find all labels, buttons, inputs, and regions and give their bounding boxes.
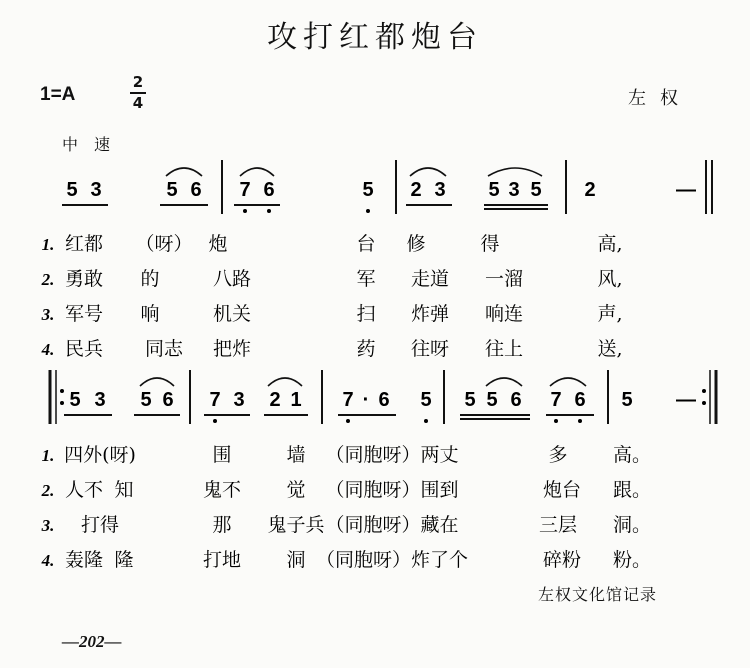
key-signature: 1=A xyxy=(40,84,76,105)
slur xyxy=(486,378,522,386)
lyric-word: 走道 xyxy=(410,268,450,290)
verse-number: 4. xyxy=(41,551,55,570)
note: 6 xyxy=(190,179,202,201)
lyric-word: 打得 xyxy=(80,514,120,536)
lyric-word: 勇敢 xyxy=(64,268,104,290)
lyric-word: 扫 xyxy=(356,303,376,325)
note: 5 xyxy=(69,389,81,411)
lyric-word: 粉。 xyxy=(612,549,652,571)
note: · xyxy=(362,389,370,411)
lyric-word: 鬼子兵 xyxy=(267,514,325,536)
note: 7 xyxy=(209,389,221,411)
page-number: —202— xyxy=(62,632,122,651)
lyric-word: 红都 xyxy=(64,233,104,255)
verse-number: 3. xyxy=(41,305,55,324)
note: 5 xyxy=(486,389,498,411)
slur xyxy=(410,168,446,176)
lyric-word: 洞。 xyxy=(612,514,652,536)
octave-dot xyxy=(578,419,582,423)
octave-dot xyxy=(366,209,370,213)
lyric-word: 隆 xyxy=(114,549,134,571)
verse-number: 1. xyxy=(41,446,55,465)
lyric-word: 高, xyxy=(597,233,623,255)
lyric-word: 风, xyxy=(597,268,623,290)
lyric-word: 同志 xyxy=(144,338,184,360)
octave-dot xyxy=(702,389,706,393)
verse-number: 2. xyxy=(41,481,55,500)
note: 2 xyxy=(584,179,596,201)
lyric-word: 把炸 xyxy=(212,338,252,360)
slur xyxy=(166,168,202,176)
verse-number: 4. xyxy=(41,340,55,359)
note: 6 xyxy=(378,389,390,411)
verse-number: 2. xyxy=(41,270,55,289)
lyric-word: 觉 xyxy=(286,479,306,501)
lyric-word: 送, xyxy=(597,338,623,360)
note: 3 xyxy=(94,389,106,411)
note: 5 xyxy=(420,389,432,411)
lyric-word: 围 xyxy=(212,444,232,466)
note: 7 xyxy=(239,179,251,201)
lyric-word: 炮 xyxy=(208,233,228,255)
note: 6 xyxy=(162,389,174,411)
octave-dot xyxy=(60,401,64,405)
note: 1 xyxy=(290,389,302,411)
note: 7 xyxy=(342,389,354,411)
octave-dot xyxy=(346,419,350,423)
lyric-word: （同胞呀）两丈 xyxy=(325,444,459,466)
note: 5 xyxy=(166,179,178,201)
lyric-word: 知 xyxy=(114,479,134,501)
slur xyxy=(268,378,302,386)
lyric-word: （同胞呀）炸了个 xyxy=(315,549,469,571)
lyric-word: 军号 xyxy=(64,303,104,325)
note: 7 xyxy=(550,389,562,411)
lyric-word: 台 xyxy=(356,233,376,255)
octave-dot xyxy=(702,401,706,405)
lyric-word: 炮台 xyxy=(542,479,582,501)
note: 2 xyxy=(410,179,422,201)
note: — xyxy=(676,389,696,411)
note: 5 xyxy=(530,179,542,201)
lyric-word: （呀） xyxy=(135,233,193,255)
note: 3 xyxy=(434,179,446,201)
lyric-word: 打地 xyxy=(202,549,242,571)
tempo-marking: 中速 xyxy=(62,135,127,154)
lyric-word: 往呀 xyxy=(410,338,450,360)
octave-dot xyxy=(213,419,217,423)
time-signature-bottom: 4 xyxy=(132,94,144,112)
lyric-word: 多 xyxy=(548,444,568,466)
lyric-word: 鬼不 xyxy=(202,479,242,501)
lyric-word: 机关 xyxy=(212,303,252,325)
octave-dot xyxy=(243,209,247,213)
lyric-word: 响 xyxy=(140,303,160,325)
lyric-word: 碎粉 xyxy=(542,549,582,571)
composer: 左权 xyxy=(628,88,692,109)
note: 6 xyxy=(263,179,275,201)
lyric-word: 的 xyxy=(140,268,160,290)
lyric-word: 得 xyxy=(480,233,500,255)
lyric-word: 人不 xyxy=(64,479,104,501)
lyric-word: 三层 xyxy=(538,514,578,536)
note: 3 xyxy=(508,179,520,201)
lyric-word: 洞 xyxy=(286,549,306,571)
time-signature-top: 2 xyxy=(132,73,144,91)
note: 5 xyxy=(488,179,500,201)
octave-dot xyxy=(424,419,428,423)
lyric-word: 修 xyxy=(406,233,426,255)
lyric-word: 军 xyxy=(356,268,376,290)
note: 6 xyxy=(510,389,522,411)
lyric-word: 跟。 xyxy=(612,479,652,501)
song-title: 攻打红都炮台 xyxy=(267,20,483,55)
note: 6 xyxy=(574,389,586,411)
note: 5 xyxy=(66,179,78,201)
slur xyxy=(488,168,542,176)
lyric-word: 药 xyxy=(356,338,376,360)
slur xyxy=(550,378,586,386)
note: 2 xyxy=(269,389,281,411)
slur xyxy=(140,378,174,386)
lyric-word: 轰隆 xyxy=(64,549,104,571)
lyric-word: 四外(呀) xyxy=(64,444,136,466)
octave-dot xyxy=(267,209,271,213)
note: 3 xyxy=(90,179,102,201)
lyric-word: （同胞呀）围到 xyxy=(325,479,459,501)
lyric-word: 炸弹 xyxy=(410,303,450,325)
notes-layer xyxy=(50,160,716,424)
lyric-word: 墙 xyxy=(286,444,306,466)
lyric-word: 民兵 xyxy=(64,338,104,360)
verse-number: 3. xyxy=(41,516,55,535)
octave-dot xyxy=(554,419,558,423)
lyric-word: 声, xyxy=(597,303,623,325)
lyric-word: 八路 xyxy=(212,268,252,290)
octave-dot xyxy=(60,389,64,393)
note: 5 xyxy=(464,389,476,411)
lyric-word: 一溜 xyxy=(484,268,524,290)
verse-number: 1. xyxy=(41,235,55,254)
note: 5 xyxy=(621,389,633,411)
note: 3 xyxy=(233,389,245,411)
lyric-word: 往上 xyxy=(484,338,524,360)
note: 5 xyxy=(362,179,374,201)
lyric-word: （同胞呀）藏在 xyxy=(325,514,459,536)
lyric-word: 那 xyxy=(212,514,232,536)
lyric-word: 高。 xyxy=(612,444,652,466)
lyric-word: 响连 xyxy=(484,303,524,325)
slur xyxy=(240,168,274,176)
note: 5 xyxy=(140,389,152,411)
note: — xyxy=(676,179,696,201)
recorded-by-note: 左权文化馆记录 xyxy=(538,585,658,604)
